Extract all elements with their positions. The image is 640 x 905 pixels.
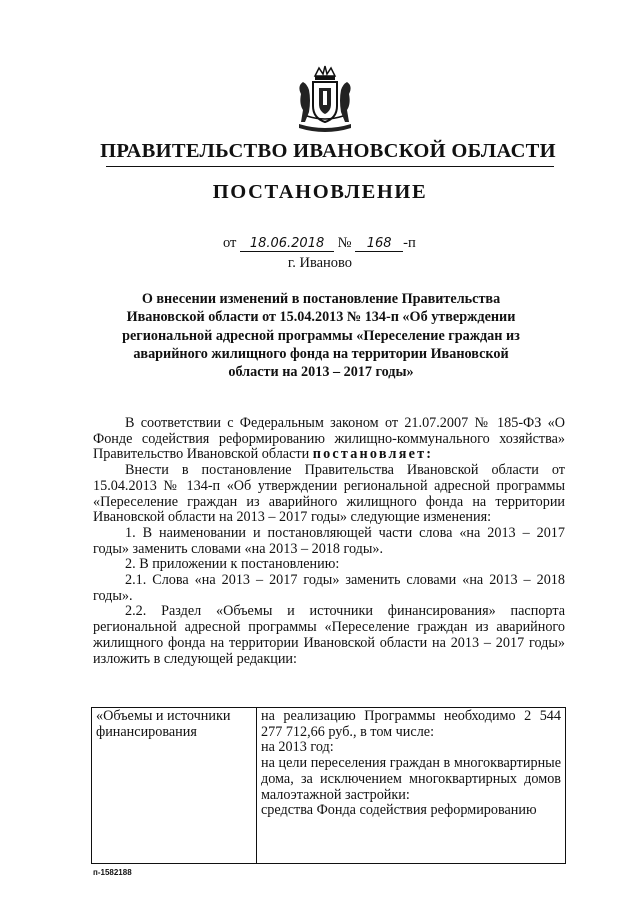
document-date: 18.06.2018 — [240, 236, 334, 252]
paragraph-item-2: 2. В приложении к постановлению: — [125, 556, 340, 573]
number-suffix: -п — [403, 235, 416, 251]
number-sign: № — [337, 235, 352, 251]
preamble-text: В соответствии с Федеральным законом от 21.07.2007 № 185-ФЗ «О Фонде содействия реформированию жилищно-коммунального хозяйства» Правительство Ивановской области — [93, 415, 565, 463]
document-heading: О внесении изменений в постановление Правительства Ивановской области от 15.04.2013 № 134-п «Об утверждении региональной адресной программы «Переселение граждан из аварийного жилищного фонда на территории Ивановской области на 2013 – 2017 годы» — [122, 291, 520, 381]
paragraph-amend: Внести в постановление Правительства Ивановской области от 15.04.2013 № 134-п «Об утверждении региональной адресной программы «Переселение граждан из аварийного жилищного фонда на территории Ивановской области на 2013 – 2017 годы» следующие изменения: — [93, 462, 565, 526]
document-number: 168 — [355, 236, 403, 252]
paragraph-preamble — [93, 416, 565, 463]
table-line: на реализацию Программы необходимо 2 544 277 712,66 руб., в том числе: — [261, 708, 561, 740]
table-line: на цели переселения граждан в многоквартирные дома, за исключением многоквартирных домов малоэтажной застройки: — [261, 755, 561, 803]
financing-table — [91, 707, 566, 864]
coat-of-arms-emblem — [293, 64, 357, 134]
date-prefix: от — [223, 235, 237, 251]
city-name: г. Иваново — [287, 255, 353, 271]
table-value-cell — [257, 708, 566, 864]
table-line: на 2013 год: — [261, 739, 334, 756]
paragraph-item-2-1: 2.1. Слова «на 2013 – 2017 годы» заменить словами «на 2013 – 2018 годы». — [93, 572, 565, 604]
table-label-cell: «Объемы и источники финансирования — [92, 708, 257, 864]
date-number-line — [223, 235, 416, 252]
table-line: средства Фонда содействия реформированию — [261, 802, 537, 819]
paragraph-item-1: 1. В наименовании и постановляющей части слова «на 2013 – 2017 годы» заменить словами «на 2013 – 2018 годы». — [93, 524, 565, 557]
document-body — [93, 416, 565, 667]
preamble-keyword: постановляет: — [312, 446, 434, 463]
title-underline — [106, 166, 554, 167]
document-code: п-1582188 — [93, 868, 132, 877]
paragraph-item-2-2: 2.2. Раздел «Объемы и источники финансирования» паспорта региональной адресной программы «Переселение граждан из аварийного жилищного фонда на территории Ивановской области на 2013 – 2017 годы» изложить в следующей редакции: — [93, 603, 565, 667]
document-type: ПОСТАНОВЛЕНИЕ — [212, 181, 428, 203]
government-title: ПРАВИТЕЛЬСТВО ИВАНОВСКОЙ ОБЛАСТИ — [100, 140, 556, 162]
table-row — [92, 708, 566, 864]
